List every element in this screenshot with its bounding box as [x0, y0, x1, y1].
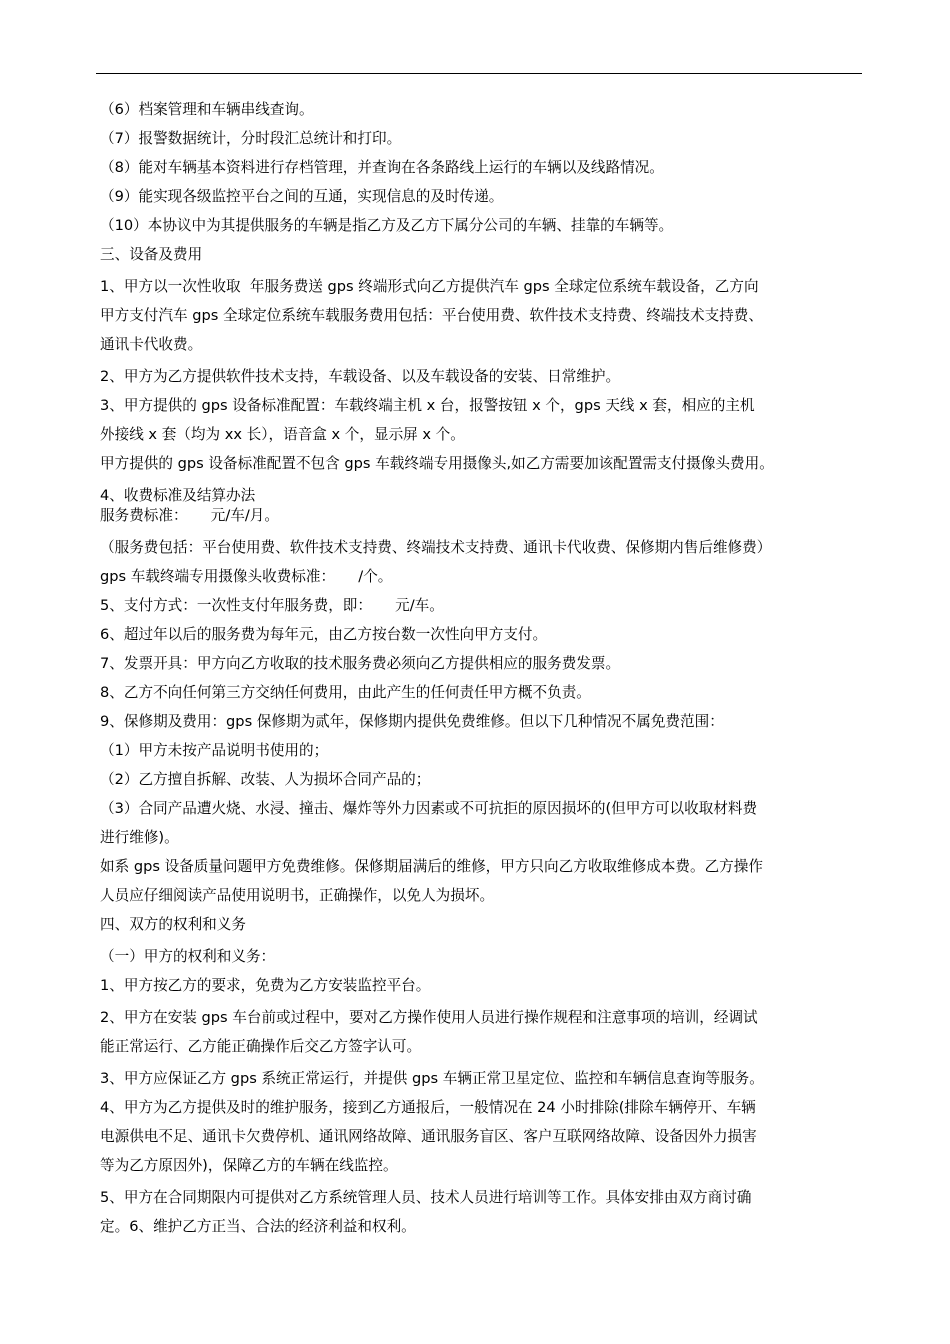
paragraph-line: 2、甲方在安装 gps 车台前或过程中，要对乙方操作使用人员进行操作规程和注意事项的培训，经调试: [100, 1009, 758, 1026]
paragraph-line: 如系 gps 设备质量问题甲方免费维修。保修期届满后的维修，甲方只向乙方收取维修成本费。乙方操作: [100, 858, 763, 875]
paragraph-line: 8、乙方不向任何第三方交纳任何费用，由此产生的任何责任甲方概不负责。: [100, 684, 591, 701]
paragraph-line: 定。6、维护乙方正当、合法的经济利益和权利。: [100, 1218, 416, 1235]
paragraph-line: 6、超过年以后的服务费为每年元，由乙方按台数一次性向甲方支付。: [100, 626, 548, 643]
paragraph-line: 服务费标准： 元/车/月。: [100, 507, 279, 524]
paragraph-line: （3）合同产品遭火烧、水浸、撞击、爆炸等外力因素或不可抗拒的原因损坏的(但甲方可以收取材料费: [100, 800, 758, 817]
section-heading-rights-obligations: 四、双方的权利和义务: [100, 916, 246, 933]
paragraph-line: 外接线 x 套（均为 xx 长），语音盒 x 个，显示屏 x 个。: [100, 426, 465, 443]
paragraph-line: （1）甲方未按产品说明书使用的；: [100, 742, 329, 759]
paragraph-line: 5、甲方在合同期限内可提供对乙方系统管理人员、技术人员进行培训等工作。具体安排由双方商讨确: [100, 1189, 752, 1206]
paragraph-line: 1、甲方按乙方的要求，免费为乙方安装监控平台。: [100, 977, 431, 994]
paragraph-line: 7、发票开具：甲方向乙方收取的技术服务费必须向乙方提供相应的服务费发票。: [100, 655, 621, 672]
paragraph-line: gps 车载终端专用摄像头收费标准： /个。: [100, 568, 393, 585]
list-item-9: （9）能实现各级监控平台之间的互通，实现信息的及时传递。: [100, 188, 504, 205]
paragraph-line: 进行维修)。: [100, 829, 179, 846]
paragraph-line: 5、支付方式：一次性支付年服务费，即： 元/车。: [100, 597, 444, 614]
list-item-10: （10）本协议中为其提供服务的车辆是指乙方及乙方下属分公司的车辆、挂靠的车辆等。: [100, 217, 674, 234]
paragraph-line: 电源供电不足、通讯卡欠费停机、通讯网络故障、通讯服务盲区、客户互联网络故障、设备因外力损害: [100, 1128, 757, 1145]
section-heading-equipment-fees: 三、设备及费用: [100, 246, 203, 263]
document-body: [100, 100, 880, 1237]
list-item-8: （8）能对车辆基本资料进行存档管理，并查询在各条路线上运行的车辆以及线路情况。: [100, 159, 664, 176]
paragraph-line: 通讯卡代收费。: [100, 336, 203, 353]
paragraph-line: （服务费包括：平台使用费、软件技术支持费、终端技术支持费、通讯卡代收费、保修期内售后维修费）: [100, 539, 772, 556]
paragraph-line: 1、甲方以一次性收取 年服务费送 gps 终端形式向乙方提供汽车 gps 全球定位系统车载设备，乙方向: [100, 278, 759, 295]
paragraph-line: 甲方支付汽车 gps 全球定位系统车载服务费用包括：平台使用费、软件技术支持费、终端技术支持费、: [100, 307, 763, 324]
header-rule: [96, 73, 862, 74]
paragraph-line: 9、保修期及费用：gps 保修期为贰年，保修期内提供免费维修。但以下几种情况不属免费范围：: [100, 713, 724, 730]
paragraph-line: 人员应仔细阅读产品使用说明书，正确操作，以免人为损坏。: [100, 887, 495, 904]
paragraph-line: 3、甲方应保证乙方 gps 系统正常运行，并提供 gps 车辆正常卫星定位、监控和车辆信息查询等服务。: [100, 1070, 764, 1087]
paragraph-line: （2）乙方擅自拆解、改装、人为损坏合同产品的；: [100, 771, 431, 788]
list-item-6: （6）档案管理和车辆串线查询。: [100, 101, 314, 118]
paragraph-line: 能正常运行、乙方能正确操作后交乙方签字认可。: [100, 1038, 422, 1055]
paragraph-line: 4、收费标准及结算办法: [100, 487, 256, 504]
paragraph-line: 4、甲方为乙方提供及时的维护服务，接到乙方通报后，一般情况在 24 小时排除(排除车辆停开、车辆: [100, 1099, 756, 1116]
subsection-heading: （一）甲方的权利和义务：: [100, 948, 276, 965]
paragraph-line: 甲方提供的 gps 设备标准配置不包含 gps 车载终端专用摄像头,如乙方需要加该配置需支付摄像头费用。: [100, 455, 774, 472]
list-item-7: （7）报警数据统计，分时段汇总统计和打印。: [100, 130, 402, 147]
paragraph-line: 2、甲方为乙方提供软件技术支持，车载设备、以及车载设备的安装、日常维护。: [100, 368, 621, 385]
paragraph-line: 3、甲方提供的 gps 设备标准配置：车载终端主机 x 台，报警按钮 x 个，gps 天线 x 套，相应的主机: [100, 397, 755, 414]
paragraph-line: 等为乙方原因外)，保障乙方的车辆在线监控。: [100, 1157, 398, 1174]
